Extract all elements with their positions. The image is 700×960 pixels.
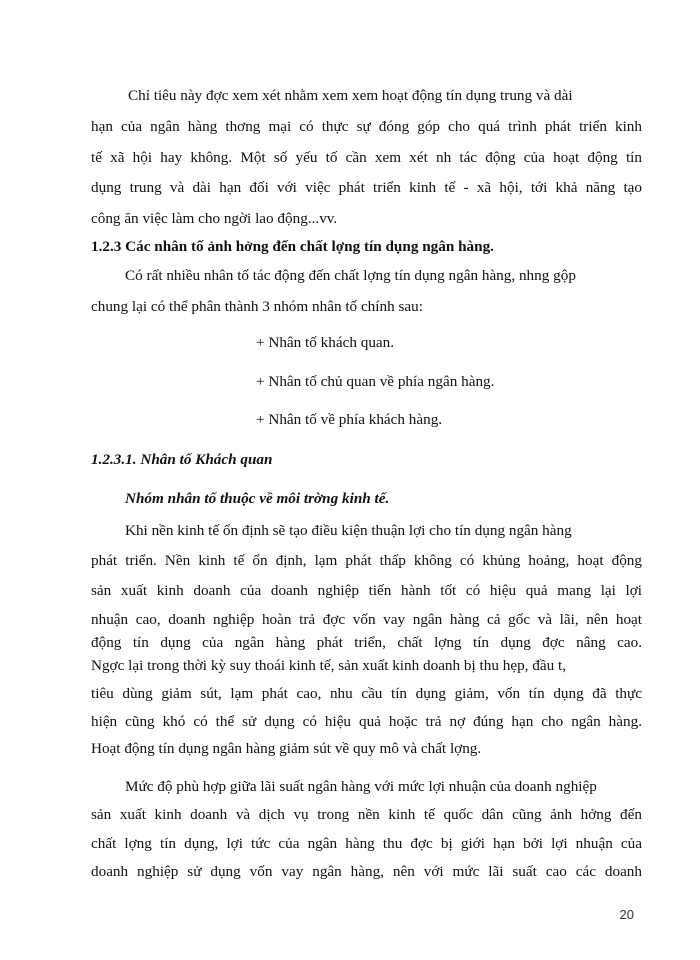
- paragraph-line: hiện cũng khó có thể sử dụng có hiệu quả hoặc trả nợ đúng hạn cho ngân hàng.: [91, 713, 642, 730]
- paragraph-line: phát triển. Nền kinh tế ổn định, lạm phát thấp không có khủng hoảng, hoạt động: [91, 552, 642, 569]
- paragraph-line: tiêu dùng giảm sút, lạm phát cao, nhu cầu tín dụng giảm, vốn tín dụng đã thực: [91, 685, 642, 702]
- paragraph-line: sản xuất kinh doanh của doanh nghiệp tiến hành tốt có hiệu quả mang lại lợi: [91, 582, 642, 599]
- section-heading: 1.2.3 Các nhân tố ảnh hởng đến chất lợng tín dụng ngân hàng.: [91, 238, 494, 255]
- paragraph-line: chung lại có thể phân thành 3 nhóm nhân tố chính sau:: [91, 298, 423, 315]
- list-item: + Nhân tố chủ quan về phía ngân hàng.: [256, 373, 495, 390]
- paragraph-line: chất lợng tín dụng, lợi tức của ngân hàng thu đợc bị giới hạn bởi lợi nhuận của: [91, 835, 642, 852]
- paragraph-line: Có rất nhiều nhân tố tác động đến chất lợng tín dụng ngân hàng, nhng gộp: [125, 267, 576, 284]
- paragraph-line: Chỉ tiêu này đợc xem xét nhằm xem xem hoạt động tín dụng trung và dài: [128, 87, 573, 104]
- paragraph-line: dụng trung và dài hạn đối với việc phát triển kinh tế - xã hội, tới khả năng tạo: [91, 179, 642, 196]
- list-item: + Nhân tố về phía khách hàng.: [256, 411, 443, 428]
- subsection-heading: 1.2.3.1. Nhân tố Khách quan: [91, 451, 273, 468]
- paragraph-line: Mức độ phù hợp giữa lãi suất ngân hàng với mức lợi nhuận của doanh nghiệp: [125, 778, 597, 795]
- paragraph-line: công ăn việc làm cho ngời lao động...vv.: [91, 210, 338, 227]
- paragraph-line: nhuận cao, doanh nghiệp hoàn trả đợc vốn vay ngân hàng cả gốc và lãi, nên hoạt: [91, 611, 642, 628]
- list-item: + Nhân tố khách quan.: [256, 334, 395, 351]
- paragraph-line: sản xuất kinh doanh và dịch vụ trong nền kinh tế quốc dân cũng ảnh hởng đến: [91, 806, 642, 823]
- paragraph-line: động tín dụng của ngân hàng phát triển, chất lợng tín dụng đợc nâng cao.: [91, 634, 642, 651]
- paragraph-line: tế xã hội hay không. Một số yếu tố cần xem xét nh tác động của hoạt động tín: [91, 149, 642, 166]
- page-number: 20: [619, 907, 634, 922]
- subsection-subheading: Nhóm nhân tố thuộc về môi trờng kinh tế.: [125, 490, 390, 507]
- paragraph-line: Hoạt động tín dụng ngân hàng giảm sút về quy mô và chất lợng.: [91, 740, 482, 757]
- paragraph-line: Khi nền kinh tế ổn định sẽ tạo điều kiện thuận lợi cho tín dụng ngân hàng: [125, 522, 572, 539]
- paragraph-line: Ngợc lại trong thời kỳ suy thoái kinh tế, sản xuất kinh doanh bị thu hẹp, đầu t,: [91, 657, 566, 674]
- paragraph-line: doanh nghiệp sử dụng vốn vay ngân hàng, nên với mức lãi suất cao các doanh: [91, 863, 642, 880]
- paragraph-line: hạn của ngân hàng thơng mại có thực sự đóng góp cho quá trình phát triển kinh: [91, 118, 642, 135]
